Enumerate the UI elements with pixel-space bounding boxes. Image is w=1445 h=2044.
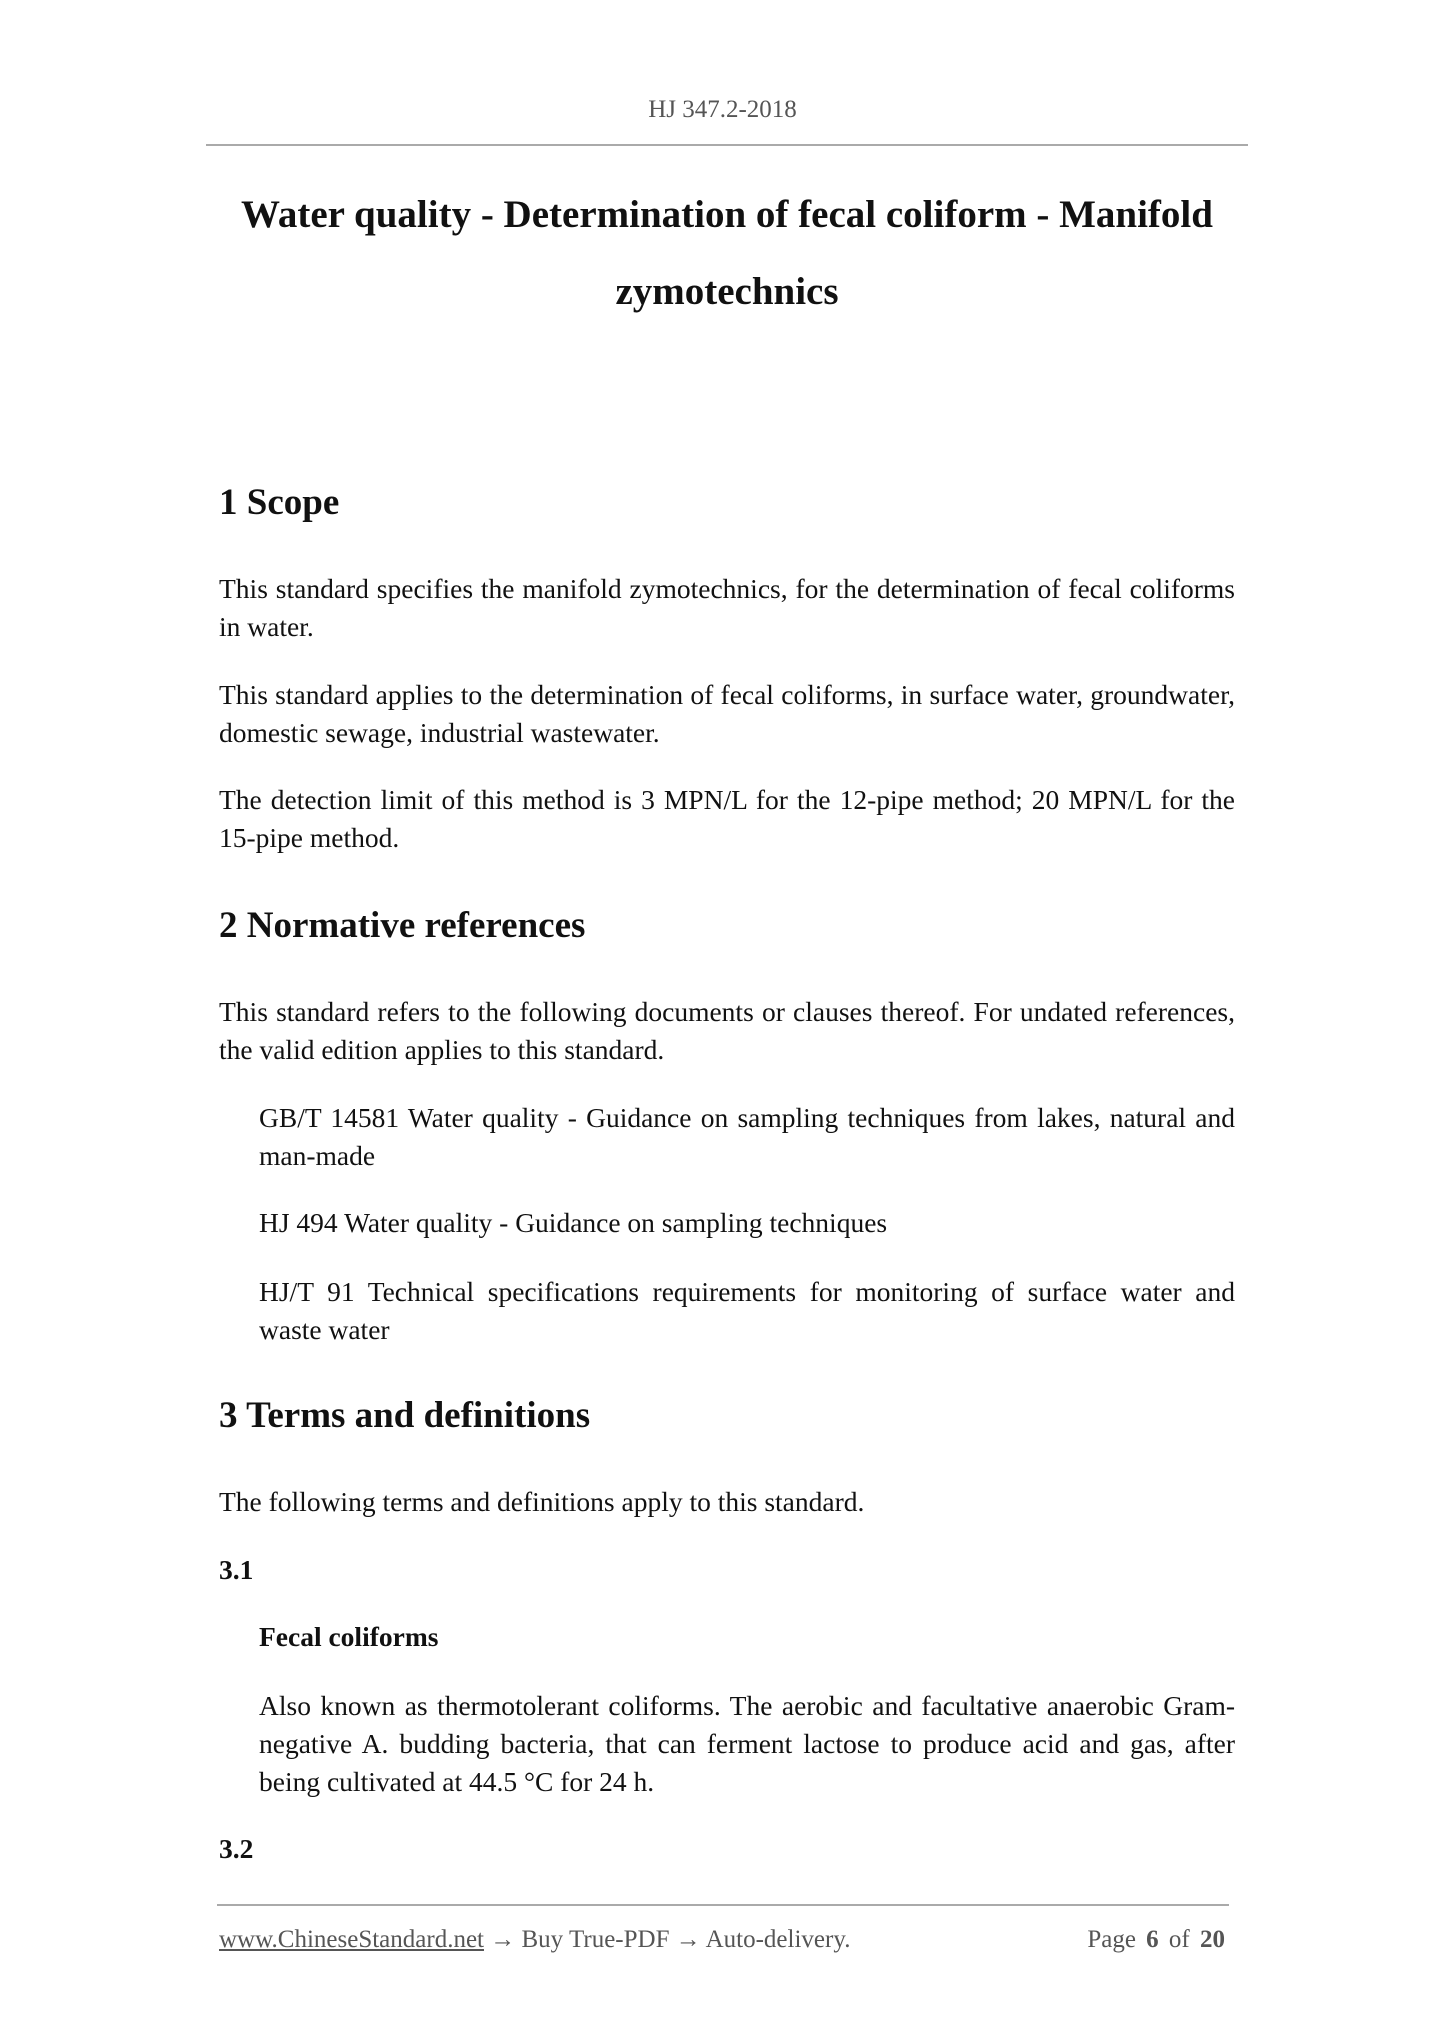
delivery-text: Auto-delivery. (705, 1926, 851, 1953)
document-id-header: HJ 347.2-2018 (648, 96, 797, 123)
paragraph: The detection limit of this method is 3 MPN/L for the 12-pipe method; 20 MPN/L for the 15-pipe method. (219, 784, 1235, 853)
website-link[interactable]: www.ChineseStandard.net (219, 1926, 484, 1953)
buy-pdf-text: Buy True-PDF (521, 1926, 670, 1953)
reference-item: GB/T 14581 Water quality - Guidance on sampling techniques from lakes, natural and man-made (259, 1102, 1235, 1171)
footer-divider (217, 1904, 1229, 1906)
paragraph: This standard refers to the following documents or clauses thereof. For undated references, the valid edition applies to this standard. (219, 996, 1235, 1065)
section-heading-terms-definitions: 3 Terms and definitions (219, 1395, 591, 1436)
term-number: 3.1 (219, 1554, 254, 1585)
term-name: Fecal coliforms (259, 1621, 439, 1652)
page-number (1087, 1926, 1225, 1954)
arrow-right-icon: → (490, 1926, 516, 1953)
term-number: 3.2 (219, 1833, 254, 1864)
header-divider (206, 144, 1248, 146)
reference-item: HJ/T 91 Technical specifications requirements for monitoring of surface water and waste water (259, 1276, 1235, 1345)
footer-promo (219, 1926, 850, 1954)
term-definition: Also known as thermotolerant coliforms. The aerobic and facultative anaerobic Gram-negative A. budding bacteria, that can ferment lactose to produce acid and gas, after being cultivated at 44.5 °C for 24 h. (259, 1690, 1235, 1797)
paragraph: This standard specifies the manifold zymotechnics, for the determination of fecal coliforms in water. (219, 573, 1235, 642)
section-heading-normative-references: 2 Normative references (219, 905, 586, 946)
section-heading-scope: 1 Scope (219, 482, 340, 523)
total-pages: 20 (1200, 1926, 1225, 1953)
reference-item: HJ 494 Water quality - Guidance on sampling techniques (259, 1207, 888, 1238)
arrow-right-icon: → (675, 1926, 701, 1953)
current-page: 6 (1146, 1926, 1159, 1953)
page-label: Page (1087, 1926, 1136, 1953)
paragraph: The following terms and definitions apply to this standard. (219, 1486, 865, 1517)
document-title: Water quality - Determination of fecal coliform - Manifold zymotechnics (241, 193, 1213, 313)
of-label: of (1168, 1926, 1190, 1953)
paragraph: This standard applies to the determination of fecal coliforms, in surface water, groundwater, domestic sewage, industrial wastewater. (219, 679, 1235, 748)
